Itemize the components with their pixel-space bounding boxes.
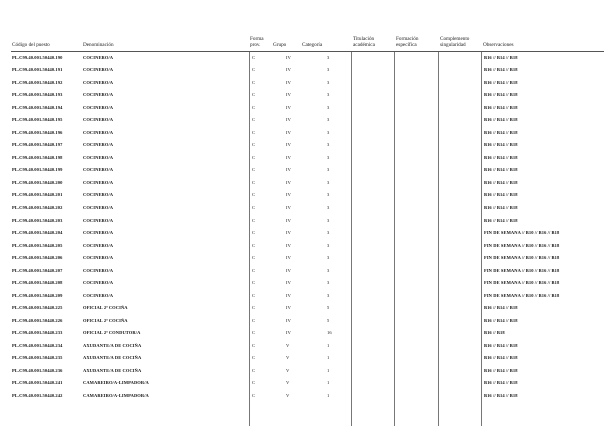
cell-codigo: PL.C99.40.001.50440.193 <box>12 92 63 98</box>
cell-grupo: IV <box>286 292 291 298</box>
cell-observaciones: B16 // B14 // B18 <box>484 154 518 160</box>
cell-denominacion: COCINERO/A <box>83 179 114 185</box>
table-row <box>0 152 615 165</box>
cell-observaciones: B16 // B14 // B18 <box>484 129 518 135</box>
cell-forma: C <box>252 67 256 73</box>
cell-forma: C <box>252 79 256 85</box>
cell-forma: C <box>252 192 256 198</box>
cell-denominacion: OFICIAL 2ª COCIÑA <box>83 317 128 323</box>
cell-observaciones: FIN DE SEMANA // B10 // B16 // B18 <box>484 242 560 248</box>
table-row <box>0 90 615 103</box>
table-row <box>0 303 615 316</box>
table-row <box>0 65 615 78</box>
cell-grupo: IV <box>286 192 291 198</box>
table-row <box>0 340 615 353</box>
cell-codigo: PL.C99.40.001.50440.199 <box>12 167 63 173</box>
cell-observaciones: FIN DE SEMANA // B10 // B16 // B18 <box>484 280 560 286</box>
cell-forma: C <box>252 342 256 348</box>
cell-codigo: PL.C99.40.001.50440.242 <box>12 392 63 398</box>
cell-denominacion: COCINERO/A <box>83 104 114 110</box>
cell-denominacion: COCINERO/A <box>83 167 114 173</box>
cell-observaciones: B16 // B14 // B18 <box>484 67 518 73</box>
cell-codigo: PL.C99.40.001.50440.204 <box>12 230 63 236</box>
cell-categoria: 5 <box>327 317 330 323</box>
cell-observaciones: B16 // B14 // B18 <box>484 355 518 361</box>
cell-denominacion: CAMAREIRO/A-LIMPADOR/A <box>83 392 149 398</box>
cell-codigo: PL.C99.40.001.50440.197 <box>12 142 63 148</box>
table-row <box>0 278 615 291</box>
cell-categoria: 3 <box>327 129 330 135</box>
cell-denominacion: COCINERO/A <box>83 117 114 123</box>
cell-forma: C <box>252 355 256 361</box>
cell-codigo: PL.C99.40.001.50440.208 <box>12 280 63 286</box>
cell-forma: C <box>252 255 256 261</box>
cell-observaciones: B16 // B14 // B18 <box>484 217 518 223</box>
cell-observaciones: B16 // B14 // B18 <box>484 204 518 210</box>
cell-forma: C <box>252 317 256 323</box>
cell-categoria: 3 <box>327 267 330 273</box>
table-row <box>0 328 615 341</box>
cell-codigo: PL.C99.40.001.50440.202 <box>12 204 63 210</box>
cell-denominacion: COCINERO/A <box>83 92 114 98</box>
cell-grupo: IV <box>286 280 291 286</box>
table-row <box>0 390 615 403</box>
cell-codigo: PL.C99.40.001.50440.198 <box>12 154 63 160</box>
cell-codigo: PL.C99.40.001.50440.195 <box>12 117 63 123</box>
cell-forma: C <box>252 217 256 223</box>
cell-codigo: PL.C99.40.001.50440.225 <box>12 305 63 311</box>
cell-forma: C <box>252 230 256 236</box>
cell-codigo: PL.C99.40.001.50440.192 <box>12 79 63 85</box>
cell-grupo: IV <box>286 92 291 98</box>
table-row <box>0 102 615 115</box>
table-row <box>0 127 615 140</box>
cell-denominacion: COCINERO/A <box>83 142 114 148</box>
cell-observaciones: B16 // B14 // B18 <box>484 305 518 311</box>
cell-forma: C <box>252 142 256 148</box>
header-formacion: Formación específica <box>396 36 419 48</box>
cell-categoria: 1 <box>327 392 330 398</box>
cell-forma: C <box>252 179 256 185</box>
cell-codigo: PL.C99.40.001.50440.206 <box>12 255 63 261</box>
cell-grupo: IV <box>286 167 291 173</box>
table-row <box>0 353 615 366</box>
cell-grupo: IV <box>286 305 291 311</box>
cell-grupo: IV <box>286 230 291 236</box>
cell-codigo: PL.C99.40.001.50440.207 <box>12 267 63 273</box>
cell-observaciones: B16 // B14 // B18 <box>484 317 518 323</box>
cell-forma: C <box>252 154 256 160</box>
cell-denominacion: COCINERO/A <box>83 217 114 223</box>
cell-denominacion: AXUDANTE/A DE COCIÑA <box>83 355 142 361</box>
table-row <box>0 165 615 178</box>
cell-grupo: IV <box>286 154 291 160</box>
cell-categoria: 3 <box>327 204 330 210</box>
cell-observaciones: B16 // B14 // B18 <box>484 192 518 198</box>
cell-codigo: PL.C99.40.001.50440.203 <box>12 217 63 223</box>
cell-grupo: IV <box>286 129 291 135</box>
cell-codigo: PL.C99.40.001.50440.226 <box>12 317 63 323</box>
cell-grupo: IV <box>286 255 291 261</box>
cell-denominacion: COCINERO/A <box>83 255 114 261</box>
cell-categoria: 3 <box>327 92 330 98</box>
cell-denominacion: COCINERO/A <box>83 230 114 236</box>
cell-denominacion: COCINERO/A <box>83 54 114 60</box>
cell-categoria: 3 <box>327 179 330 185</box>
table-row <box>0 378 615 391</box>
cell-categoria: 3 <box>327 67 330 73</box>
cell-codigo: PL.C99.40.001.50440.190 <box>12 54 63 60</box>
cell-categoria: 16 <box>327 330 332 336</box>
cell-denominacion: COCINERO/A <box>83 129 114 135</box>
cell-codigo: PL.C99.40.001.50440.234 <box>12 342 63 348</box>
cell-denominacion: COCINERO/A <box>83 67 114 73</box>
cell-grupo: V <box>286 342 290 348</box>
cell-categoria: 3 <box>327 280 330 286</box>
cell-categoria: 5 <box>327 305 330 311</box>
table-row <box>0 253 615 266</box>
cell-grupo: IV <box>286 204 291 210</box>
cell-observaciones: B16 // B14 // B18 <box>484 392 518 398</box>
cell-observaciones: B16 // B18 <box>484 330 505 336</box>
cell-categoria: 3 <box>327 167 330 173</box>
cell-denominacion: COCINERO/A <box>83 204 114 210</box>
table-row <box>0 52 615 65</box>
cell-forma: C <box>252 305 256 311</box>
cell-grupo: IV <box>286 67 291 73</box>
cell-categoria: 3 <box>327 104 330 110</box>
cell-denominacion: AXUDANTE/A DE COCIÑA <box>83 367 142 373</box>
table-body <box>0 52 615 403</box>
cell-codigo: PL.C99.40.001.50440.191 <box>12 67 63 73</box>
cell-denominacion: COCINERO/A <box>83 192 114 198</box>
cell-codigo: PL.C99.40.001.50440.209 <box>12 292 63 298</box>
table-row <box>0 115 615 128</box>
cell-forma: C <box>252 117 256 123</box>
cell-denominacion: CAMAREIRO/A-LIMPADOR/A <box>83 380 149 386</box>
cell-categoria: 3 <box>327 117 330 123</box>
cell-observaciones: B16 // B14 // B18 <box>484 167 518 173</box>
cell-categoria: 3 <box>327 79 330 85</box>
cell-codigo: PL.C99.40.001.50440.233 <box>12 330 63 336</box>
cell-observaciones: FIN DE SEMANA // B10 // B16 // B18 <box>484 255 560 261</box>
header-observaciones: Observaciones <box>483 42 514 48</box>
cell-codigo: PL.C99.40.001.50440.200 <box>12 179 63 185</box>
table-row <box>0 365 615 378</box>
cell-denominacion: COCINERO/A <box>83 267 114 273</box>
cell-categoria: 3 <box>327 142 330 148</box>
cell-forma: C <box>252 267 256 273</box>
cell-denominacion: COCINERO/A <box>83 292 114 298</box>
cell-observaciones: B16 // B14 // B18 <box>484 380 518 386</box>
cell-categoria: 3 <box>327 154 330 160</box>
cell-grupo: IV <box>286 179 291 185</box>
table-row <box>0 227 615 240</box>
cell-observaciones: B16 // B14 // B18 <box>484 54 518 60</box>
cell-observaciones: B16 // B14 // B18 <box>484 367 518 373</box>
cell-grupo: IV <box>286 317 291 323</box>
cell-codigo: PL.C99.40.001.50440.205 <box>12 242 63 248</box>
table-row <box>0 202 615 215</box>
header-complemento: Complemento singularidad <box>440 36 470 48</box>
cell-forma: C <box>252 92 256 98</box>
cell-observaciones: B16 // B14 // B18 <box>484 342 518 348</box>
header-forma: Forma prov. <box>250 36 264 48</box>
cell-codigo: PL.C99.40.001.50440.241 <box>12 380 63 386</box>
cell-grupo: V <box>286 367 290 373</box>
cell-forma: C <box>252 129 256 135</box>
cell-observaciones: FIN DE SEMANA // B10 // B16 // B18 <box>484 230 560 236</box>
cell-grupo: IV <box>286 267 291 273</box>
cell-observaciones: FIN DE SEMANA // B10 // B16 // B18 <box>484 267 560 273</box>
cell-forma: C <box>252 204 256 210</box>
header-codigo: Código del puesto <box>12 42 50 48</box>
table-row <box>0 190 615 203</box>
cell-denominacion: COCINERO/A <box>83 280 114 286</box>
cell-forma: C <box>252 330 256 336</box>
cell-denominacion: COCINERO/A <box>83 79 114 85</box>
cell-forma: C <box>252 280 256 286</box>
cell-forma: C <box>252 167 256 173</box>
cell-forma: C <box>252 54 256 60</box>
cell-observaciones: B16 // B14 // B18 <box>484 92 518 98</box>
cell-categoria: 3 <box>327 54 330 60</box>
table-row <box>0 315 615 328</box>
cell-denominacion: OFICIAL 2ª COCIÑA <box>83 305 128 311</box>
cell-grupo: IV <box>286 217 291 223</box>
cell-forma: C <box>252 392 256 398</box>
cell-grupo: IV <box>286 54 291 60</box>
cell-categoria: 3 <box>327 230 330 236</box>
cell-grupo: V <box>286 392 290 398</box>
cell-categoria: 3 <box>327 255 330 261</box>
cell-observaciones: B16 // B14 // B18 <box>484 104 518 110</box>
cell-categoria: 3 <box>327 217 330 223</box>
cell-observaciones: B16 // B14 // B18 <box>484 179 518 185</box>
cell-categoria: 1 <box>327 380 330 386</box>
cell-grupo: IV <box>286 242 291 248</box>
cell-categoria: 1 <box>327 342 330 348</box>
table-row <box>0 140 615 153</box>
cell-forma: C <box>252 104 256 110</box>
cell-grupo: IV <box>286 104 291 110</box>
cell-categoria: 1 <box>327 367 330 373</box>
cell-observaciones: FIN DE SEMANA // B10 // B16 // B18 <box>484 292 560 298</box>
cell-codigo: PL.C99.40.001.50440.235 <box>12 355 63 361</box>
cell-observaciones: B16 // B14 // B18 <box>484 79 518 85</box>
cell-forma: C <box>252 367 256 373</box>
table-row <box>0 290 615 303</box>
table-row <box>0 177 615 190</box>
header-grupo: Grupo <box>273 42 287 48</box>
cell-codigo: PL.C99.40.001.50440.236 <box>12 367 63 373</box>
table-row <box>0 215 615 228</box>
cell-grupo: V <box>286 380 290 386</box>
cell-codigo: PL.C99.40.001.50440.201 <box>12 192 63 198</box>
cell-observaciones: B16 // B14 // B18 <box>484 142 518 148</box>
cell-grupo: IV <box>286 117 291 123</box>
cell-categoria: 3 <box>327 242 330 248</box>
cell-grupo: IV <box>286 330 291 336</box>
header-categoria: Categoría <box>302 42 323 48</box>
cell-grupo: IV <box>286 142 291 148</box>
cell-grupo: IV <box>286 79 291 85</box>
cell-denominacion: OFICIAL 2ª CONDUTOR/A <box>83 330 141 336</box>
cell-denominacion: COCINERO/A <box>83 154 114 160</box>
cell-denominacion: COCINERO/A <box>83 242 114 248</box>
cell-denominacion: AXUDANTE/A DE COCIÑA <box>83 342 142 348</box>
cell-observaciones: B16 // B14 // B18 <box>484 117 518 123</box>
cell-categoria: 3 <box>327 292 330 298</box>
table-row <box>0 240 615 253</box>
cell-codigo: PL.C99.40.001.50440.196 <box>12 129 63 135</box>
table-row <box>0 265 615 278</box>
cell-grupo: V <box>286 355 290 361</box>
cell-forma: C <box>252 380 256 386</box>
cell-forma: C <box>252 292 256 298</box>
header-denominacion: Denominación <box>83 42 114 48</box>
table-row <box>0 77 615 90</box>
cell-categoria: 3 <box>327 192 330 198</box>
cell-forma: C <box>252 242 256 248</box>
cell-codigo: PL.C99.40.001.50440.194 <box>12 104 63 110</box>
header-titulacion: Titulación académica <box>353 36 375 48</box>
cell-categoria: 1 <box>327 355 330 361</box>
